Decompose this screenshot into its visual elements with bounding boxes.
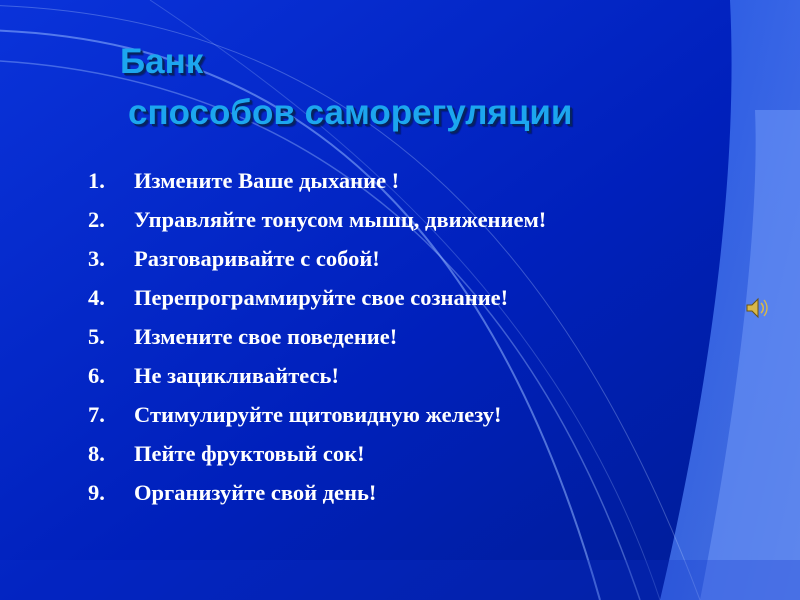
list-item-number: 6.: [88, 363, 105, 388]
list-item-number: 5.: [88, 324, 105, 349]
list-item-label: Измените свое поведение!: [134, 324, 398, 349]
list-item-number: 4.: [88, 285, 105, 310]
list-item: [88, 246, 748, 272]
title-line-1: Банк: [120, 42, 204, 81]
list-item: [88, 363, 748, 389]
list-item-label: Разговаривайте с собой!: [134, 246, 380, 271]
list-item-label: Организуйте свой день!: [134, 480, 377, 505]
speaker-icon[interactable]: [744, 295, 770, 321]
list-item-label: Не зацикливайтесь!: [134, 363, 339, 388]
list-item-label: Перепрограммируйте свое сознание!: [134, 285, 509, 310]
list-item-number: 2.: [88, 207, 105, 232]
list-item: [88, 207, 748, 233]
title-line-2: способов саморегуляции: [128, 92, 573, 132]
list-item-number: 7.: [88, 402, 105, 427]
list-item: [88, 402, 748, 428]
numbered-list: [88, 168, 748, 519]
list-item-label: Пейте фруктовый сок!: [134, 441, 365, 466]
list-item: [88, 285, 748, 311]
list-item-label: Стимулируйте щитовидную железу!: [134, 402, 502, 427]
list-item-number: 1.: [88, 168, 105, 193]
list-item: [88, 480, 748, 506]
list-item-label: Управляйте тонусом мышц, движением!: [134, 207, 547, 232]
slide-title: [90, 44, 730, 132]
list-item-label: Измените Ваше дыхание !: [134, 168, 400, 193]
list-item-number: 3.: [88, 246, 105, 271]
list-item-number: 8.: [88, 441, 105, 466]
list-item-number: 9.: [88, 480, 105, 505]
list-item: [88, 168, 748, 194]
list-item: [88, 324, 748, 350]
list-item: [88, 441, 748, 467]
